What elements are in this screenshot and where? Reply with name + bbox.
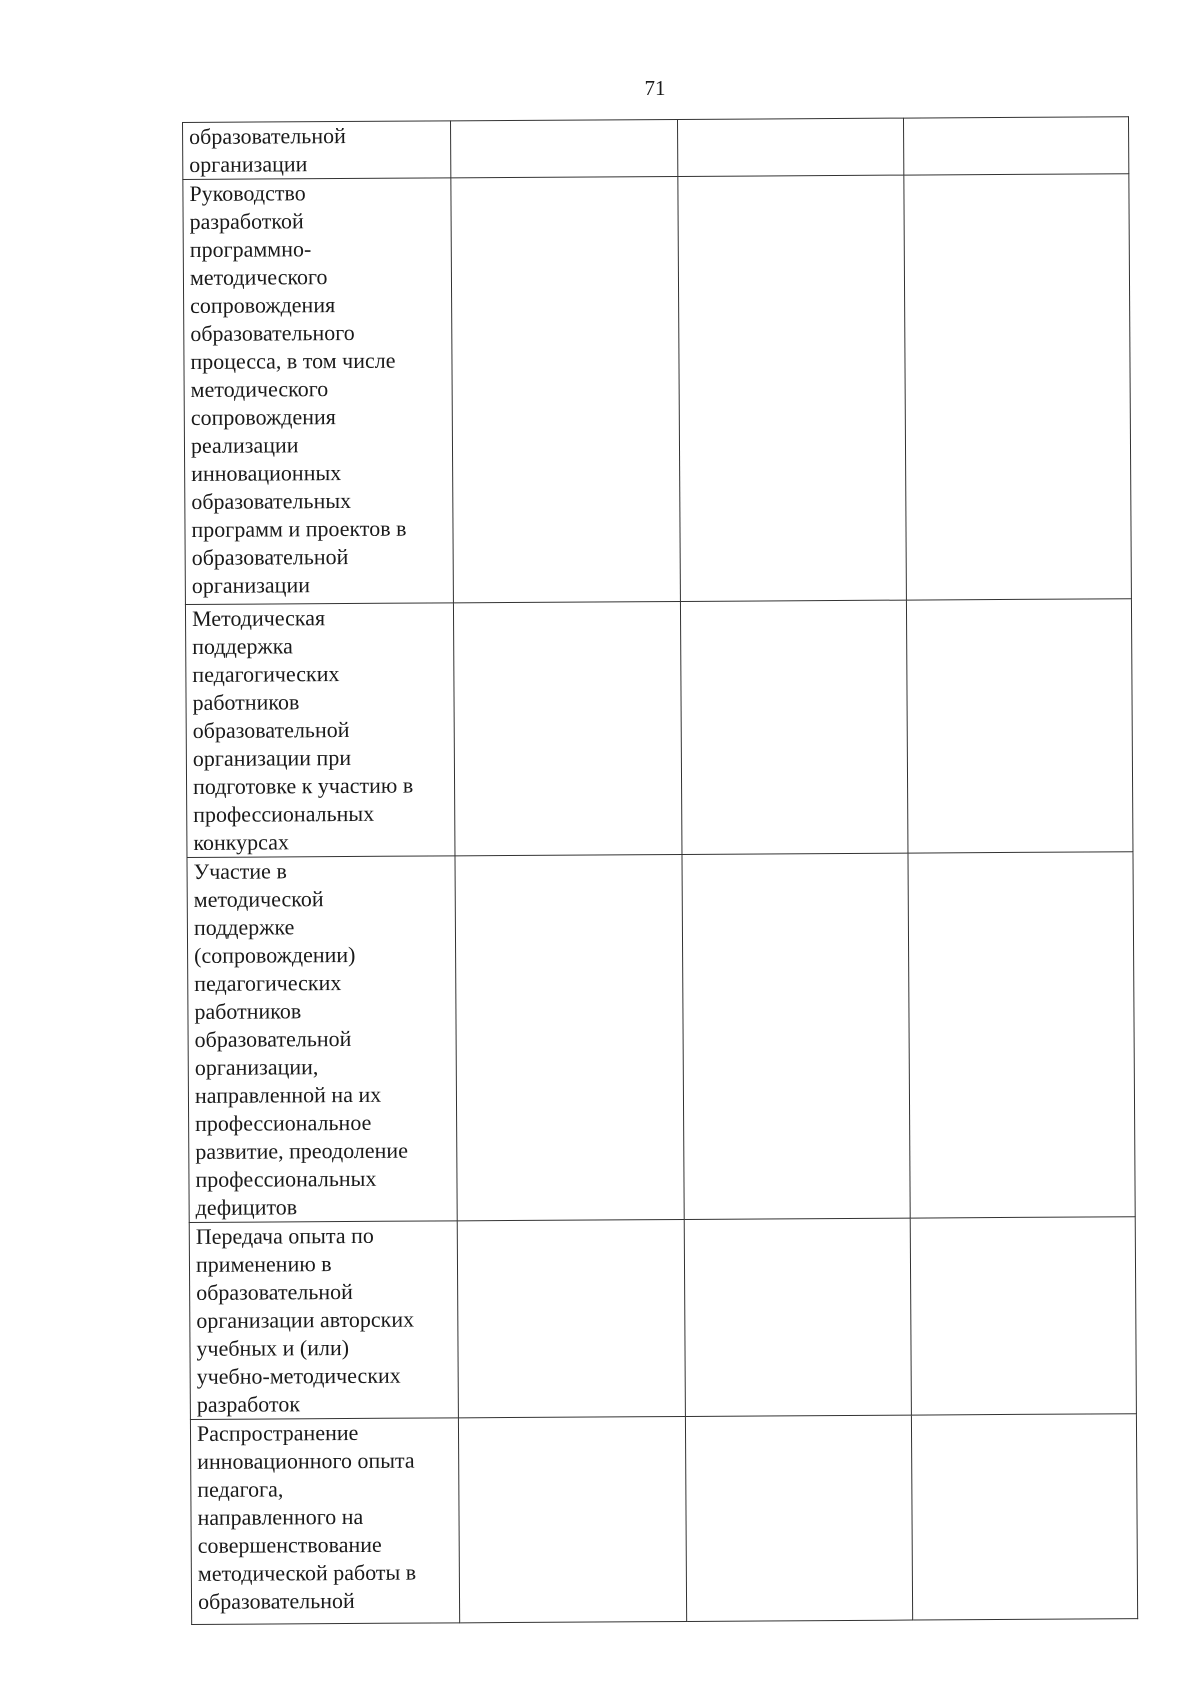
table-row (187, 852, 1135, 1223)
table-row (185, 599, 1133, 858)
empty-cell (451, 176, 681, 602)
criterion-cell: Участие в методической поддержке (сопровождении) педагогических работников образовательной организации, направленной на их профессиональное развитие, преодоление профессиональных дефицитов (187, 856, 457, 1223)
empty-cell (910, 1217, 1136, 1415)
empty-cell (458, 1416, 686, 1622)
table-row (183, 174, 1132, 605)
criterion-cell: Передача опыта по применению в образовательной организации авторских учебных и (или) учебно-методических разработок (189, 1221, 458, 1420)
empty-cell (677, 118, 903, 176)
criterion-cell: Распространение инновационного опыта педагога, направленного на совершенствование методической работы в образовательной (190, 1418, 459, 1625)
empty-cell (453, 601, 682, 855)
empty-cell (457, 1219, 685, 1417)
table-row (189, 1217, 1136, 1420)
empty-cell (903, 117, 1128, 175)
empty-cell (450, 119, 677, 177)
page-number: 71 (644, 76, 666, 100)
empty-cell (682, 853, 910, 1219)
empty-cell (904, 174, 1132, 600)
table-row (183, 117, 1129, 180)
empty-cell (678, 175, 907, 601)
empty-cell (455, 854, 684, 1220)
table-row (190, 1414, 1137, 1625)
empty-cell (906, 599, 1133, 853)
empty-cell (908, 852, 1135, 1218)
empty-cell (911, 1414, 1137, 1620)
empty-cell (685, 1415, 912, 1621)
criteria-table (182, 116, 1138, 1625)
empty-cell (684, 1218, 911, 1416)
criterion-cell: Методическая поддержка педагогических работников образовательной организации при подготовке к участию в профессиональных конкурсах (185, 603, 455, 858)
criterion-cell: образовательной организации (183, 121, 451, 180)
empty-cell (680, 600, 908, 854)
criterion-cell: Руководство разработкой программно- методического сопровождения образовательного процесса, в том числе методического сопровождения реализации инновационных образовательных программ и проектов в образовательной организации (183, 178, 454, 605)
